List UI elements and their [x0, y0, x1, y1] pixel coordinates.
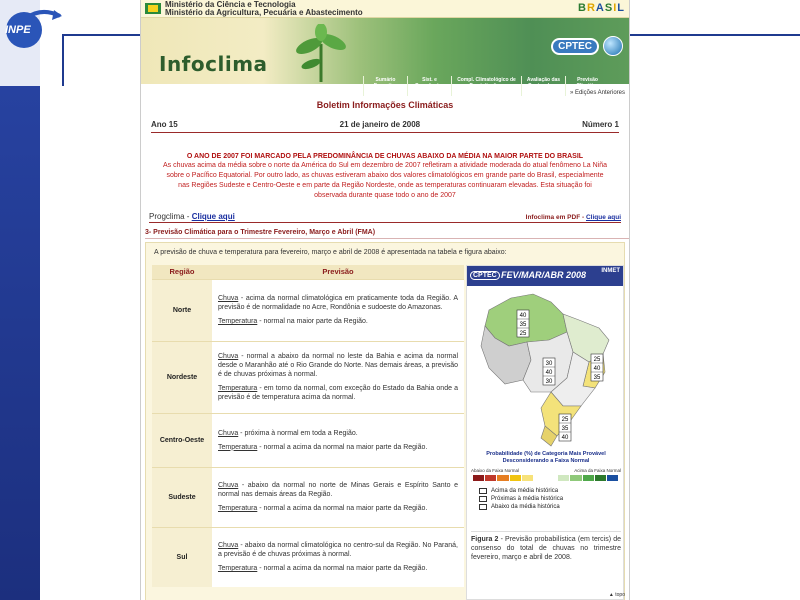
- scale-swatch: [583, 475, 595, 481]
- col-forecast: Previsão: [212, 265, 464, 279]
- forecast-cell: [212, 413, 464, 467]
- temp-label: Temperatura: [218, 565, 258, 573]
- brasil-logo: [578, 2, 625, 14]
- figure-label: Figura 2: [471, 536, 499, 543]
- section-title: 3- Previsão Climática para o Trimestre Fevereiro, Março e Abril (FMA): [145, 229, 629, 239]
- temp-label: Temperatura: [218, 318, 258, 325]
- summary-text: As chuvas acima da média sobre o norte da América do Sul em dezembro de 2007 refletiram a atividade moderada do atual fenômeno La Niña sobre o Pacífico Equatorial. Por outro lado, as chuvas estiveram abaixo dos valores climatológicos em grande parte do Brasil, especialmente nas Regiões Sudeste e Centro-Oeste e em parte da Região Nordeste, onde as temperaturas continuaram elevadas. Esta situação foi observada durante quase todo o ano de 2007: [163, 162, 607, 199]
- temp-text: - normal a acima da normal na maior parte da Região.: [257, 565, 428, 573]
- prob-value: 35: [561, 426, 569, 432]
- region-cell: Nordeste: [152, 341, 212, 413]
- cptec-logo: CPTEC: [551, 38, 599, 55]
- brasil-letter: L: [617, 2, 625, 14]
- infoclima-page: [140, 0, 630, 600]
- map-inmet-logo: INMET: [601, 268, 620, 274]
- legend-item: [479, 487, 563, 495]
- progclima-link[interactable]: Clique aqui: [191, 212, 235, 221]
- prob-value: 25: [519, 331, 527, 337]
- topo-link[interactable]: ▲ topo: [608, 592, 625, 598]
- region-cell: Sul: [152, 527, 212, 587]
- brasil-letter: R: [586, 2, 596, 14]
- map-legend: [479, 487, 563, 511]
- table-row: [152, 413, 464, 467]
- scale-swatch: [485, 475, 497, 481]
- map-title: FEV/MAR/ABR 2008: [501, 270, 587, 280]
- legend-label: Acima da média histórica: [491, 488, 559, 494]
- temp-forecast: [218, 504, 458, 513]
- pdf-link[interactable]: Clique aqui: [585, 214, 621, 221]
- slide-vertical-rule: [62, 34, 64, 86]
- prob-value: 40: [561, 435, 569, 441]
- progclima-label: Progclima -: [149, 212, 190, 221]
- table-header-row: [152, 265, 464, 279]
- rain-label: Chuva: [218, 482, 239, 489]
- section-intro: A previsão de chuva e temperatura para fevereiro, março e abril de 2008 é apresentada na tabela e figura abaixo:: [154, 249, 507, 256]
- figure-caption-text: - Previsão probabilística (em tercis) de consenso do total de chuvas no trimestre fevereiro, março e abril de 2008.: [471, 536, 621, 561]
- temp-forecast: [218, 317, 458, 326]
- rain-forecast: [218, 429, 458, 438]
- prob-box-centerwest: [543, 358, 555, 385]
- government-bar: [141, 0, 629, 18]
- temp-forecast: [218, 384, 458, 402]
- prob-value: 30: [545, 379, 553, 385]
- temp-text: - normal na maior parte da Região.: [257, 318, 368, 325]
- prob-value: 25: [561, 417, 569, 423]
- bulletin-title: Boletim Informações Climáticas: [316, 100, 454, 110]
- legend-label: Abaixo da média histórica: [491, 504, 560, 510]
- scale-swatch: [473, 475, 485, 481]
- slide-sidebar: [0, 0, 40, 600]
- temp-forecast: [218, 564, 458, 573]
- issue-date: 21 de janeiro de 2008: [339, 120, 421, 129]
- slide-sidebar-band: [0, 0, 40, 600]
- plant-icon: [291, 24, 351, 82]
- forecast-section: [145, 242, 625, 600]
- rain-forecast: [218, 541, 458, 559]
- col-region: Região: [152, 265, 212, 279]
- table-row: [152, 527, 464, 587]
- scale-swatch: [558, 475, 570, 481]
- rain-text: - acima da normal climatológica em praticamente toda da Região. A previsão é de normalidade no Acre, Rondônia e sudoeste do Amazonas.: [218, 295, 458, 311]
- map-cptec-logo: CPTEC: [470, 271, 500, 280]
- edicoes-anteriores-link[interactable]: » Edições Anteriores: [569, 90, 625, 96]
- globe-icon: [603, 36, 623, 56]
- brazil-flag-icon: [145, 3, 161, 14]
- scale-swatch: [534, 475, 546, 481]
- scale-swatch: [546, 475, 558, 481]
- brasil-letter: I: [613, 2, 618, 14]
- tab-sumario[interactable]: Sumário Executivo: [363, 76, 407, 96]
- forecast-cell: [212, 467, 464, 527]
- temp-forecast: [218, 443, 458, 452]
- probability-scale-bar: [473, 475, 619, 481]
- headline: O ANO DE 2007 FOI MARCADO PELA PREDOMINÂNCIA DE CHUVAS ABAIXO DA MÉDIA NA MAIOR PARTE DO BRASIL: [186, 153, 584, 160]
- figure-caption: [471, 531, 621, 562]
- prob-box-south: [559, 414, 571, 441]
- tab-previsao[interactable]: Previsão Climática: [565, 76, 609, 96]
- probability-title: Probabilidade (%) de Categoria Mais Provável Desconsiderando a Faixa Normal: [486, 451, 606, 464]
- pdf-label: Infoclima em PDF -: [525, 214, 585, 221]
- table-row: [152, 341, 464, 413]
- forecast-cell: [212, 341, 464, 413]
- legend-swatch: [479, 496, 487, 502]
- rain-text: - abaixo da normal no norte de Minas Gerais e Espírito Santo e normal nas demais áreas da Região.: [218, 482, 458, 498]
- temp-text: - normal a acima da normal na maior parte da Região.: [257, 505, 428, 512]
- brasil-letter: A: [595, 2, 605, 14]
- ministries-text: [165, 1, 363, 17]
- rain-label: Chuva: [218, 429, 239, 437]
- legend-item: [479, 503, 563, 511]
- rain-text: - abaixo da normal climatológica no centro-sul da Região. No Paraná, a previsão é de chuvas próximas à normal.: [218, 542, 458, 559]
- prob-value: 40: [545, 370, 553, 376]
- tab-queimadas[interactable]: Avaliação das Queimadas e Tendência: [521, 76, 565, 96]
- prob-box-east: [591, 354, 603, 381]
- prob-value: 30: [545, 361, 553, 367]
- rain-label: Chuva: [218, 295, 239, 302]
- forecast-map-panel: [466, 265, 624, 600]
- legend-swatch: [479, 488, 487, 494]
- region-cell: Norte: [152, 279, 212, 341]
- scale-swatch: [510, 475, 522, 481]
- issue-row: [151, 120, 619, 133]
- table-row: [152, 279, 464, 341]
- temp-label: Temperatura: [218, 443, 258, 451]
- issue-year: Ano 15: [151, 120, 178, 129]
- scale-swatch: [522, 475, 534, 481]
- scale-swatch: [497, 475, 509, 481]
- tab-climatologico[interactable]: Compl. Climatológico de Precipitação e Temperatura: [451, 76, 521, 96]
- temp-text: - normal a acima da normal na maior parte da Região.: [257, 443, 428, 451]
- temp-text: - em torno da normal, com exceção do Estado da Bahia onde a previsão é de temperatura acima da normal.: [218, 385, 458, 401]
- prob-value: 35: [593, 375, 601, 381]
- inpe-logo-text: INPE: [5, 24, 31, 36]
- forecast-table: [152, 265, 464, 587]
- infoclima-title: Infoclima: [159, 52, 268, 76]
- legend-swatch: [479, 504, 487, 510]
- scale-swatch: [595, 475, 607, 481]
- scale-swatch: [570, 475, 582, 481]
- progclima-link-group: [149, 212, 235, 221]
- region-cell: Sudeste: [152, 467, 212, 527]
- rain-label: Chuva: [218, 353, 239, 360]
- ministry-agriculture: Ministério da Agricultura, Pecuária e Abastecimento: [165, 8, 363, 17]
- infoclima-banner: [141, 18, 629, 96]
- rain-forecast: [218, 294, 458, 312]
- scale-swatch: [607, 475, 619, 481]
- legend-item: [479, 495, 563, 503]
- scale-labels: [471, 468, 621, 473]
- brasil-letter: B: [578, 2, 587, 14]
- pdf-link-group: [526, 214, 621, 221]
- rain-text: - normal a abaixo da normal no leste da Bahia e acima da normal desde o Maranhão até o Rio Grande do Norte. Nas demais áreas, a previsão é de chuvas próximas à normal.: [218, 353, 458, 378]
- rain-text: - próxima à normal em toda a Região.: [238, 429, 358, 437]
- brazil-forecast-map: [471, 288, 621, 450]
- forecast-cell: [212, 527, 464, 587]
- issue-number: Número 1: [582, 120, 619, 129]
- scale-right-label: Acima da Faixa Normal: [574, 468, 621, 473]
- forecast-cell: [212, 279, 464, 341]
- ministry-science: Ministério da Ciência e Tecnologia: [165, 0, 296, 9]
- rain-forecast: [218, 481, 458, 499]
- rain-forecast: [218, 352, 458, 379]
- brasil-letter: S: [604, 2, 614, 14]
- temp-label: Temperatura: [218, 385, 258, 392]
- links-row: [149, 211, 621, 223]
- rain-label: Chuva: [218, 542, 239, 550]
- region-cell: Centro-Oeste: [152, 413, 212, 467]
- map-header: [467, 266, 623, 286]
- table-row: [152, 467, 464, 527]
- scale-left-label: Abaixo da Faixa Normal: [471, 468, 520, 473]
- prob-value: 40: [593, 366, 601, 372]
- prob-value: 40: [519, 313, 527, 319]
- temp-label: Temperatura: [218, 505, 258, 512]
- prob-value: 35: [519, 322, 527, 328]
- prob-value: 25: [593, 357, 601, 363]
- legend-label: Próximas à média histórica: [491, 496, 564, 502]
- tab-sistemas[interactable]: Sist. e Ocorrências Significativas: [407, 76, 451, 96]
- prob-box-north: [517, 310, 529, 337]
